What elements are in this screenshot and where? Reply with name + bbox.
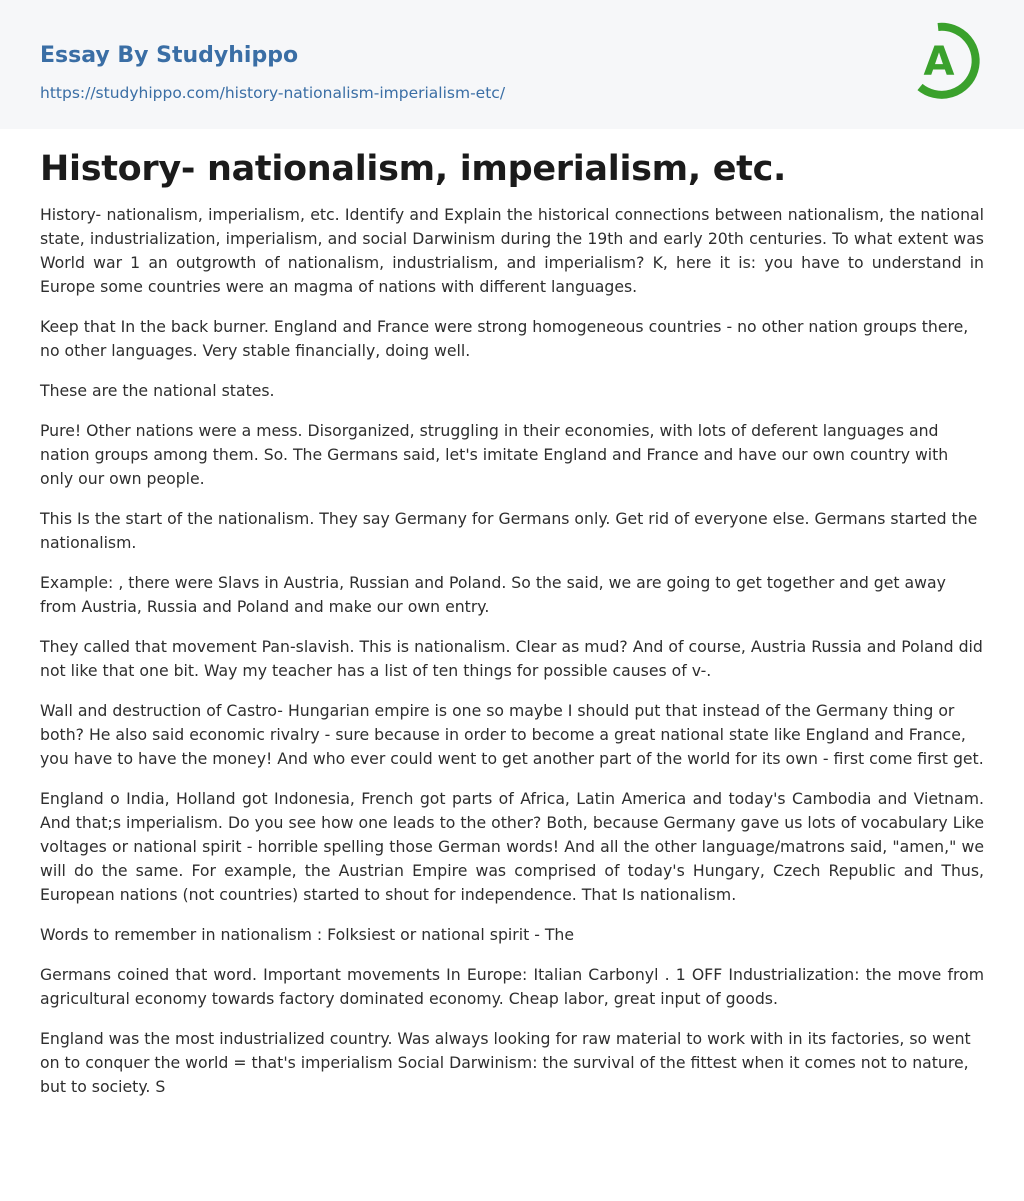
studyhippo-logo-icon[interactable] bbox=[914, 18, 986, 108]
essay-paragraph: England o India, Holland got Indonesia, French got parts of Africa, Latin America and today's Cambodia and Vietnam. And that;s imperialism. Do you see how one leads to the other? Both, because Germany gave us lots of vocabulary Like voltages or national spirit - horrible spelling those German words! And all the other language/matrons said, "amen," we will do the same. For example, the Austrian Empire was comprised of today's Hungary, Czech Republic and Thus, European nations (not countries) started to shout for independence. That Is nationalism. bbox=[40, 789, 984, 904]
essay-paragraph: History- nationalism, imperialism, etc. Identify and Explain the historical connections between nationalism, the national state, industrialization, imperialism, and social Darwinism during the 19th and early 20th centuries. To what extent was World war 1 an outgrowth of nationalism, industrialism, and imperialism? K, here it is: you have to understand in Europe some countries were an magma of nations with different languages. bbox=[40, 205, 984, 296]
logo-letter: A bbox=[923, 39, 955, 85]
essay-paragraph: They called that movement Pan-slavish. This is nationalism. Clear as mud? And of course, Austria Russia and Poland did not like that one bit. Way my teacher has a list of ten things for possible causes of v-. bbox=[40, 637, 983, 680]
essay-paragraph: These are the national states. bbox=[40, 381, 275, 400]
essay-paragraph: England was the most industrialized country. Was always looking for raw material to work with in its factories, so went on to conquer the world = that's imperialism Social Darwinism: the survival of the fittest when it comes not to nature, but to society. S bbox=[40, 1029, 971, 1096]
essay-paragraph: Pure! Other nations were a mess. Disorganized, struggling in their economies, with lots of deferent languages and nation groups among them. So. The Germans said, let's imitate England and France and have our own country with only our own people. bbox=[40, 421, 949, 488]
essay-paragraph: Words to remember in nationalism : Folksiest or national spirit - The bbox=[40, 925, 575, 944]
page-title: History- nationalism, imperialism, etc. bbox=[40, 149, 787, 189]
site-header bbox=[0, 0, 1024, 129]
essay-paragraph: Germans coined that word. Important movements In Europe: Italian Carbonyl . 1 OFF Industrialization: the move from agricultural economy towards factory dominated economy. Cheap labor, great input of goods. bbox=[40, 965, 984, 1008]
essay-paragraph: Wall and destruction of Castro- Hungarian empire is one so maybe I should put that instead of the Germany thing or both? He also said economic rivalry - sure because in order to become a great national state like England and France, you have to have the money! And who ever could went to get another part of the world for its own - first come first get. bbox=[40, 701, 984, 768]
essay-paragraph: This Is the start of the nationalism. They say Germany for Germans only. Get rid of everyone else. Germans started the nationalism. bbox=[40, 509, 978, 552]
brand-title[interactable]: Essay By Studyhippo bbox=[40, 43, 299, 68]
essay-url-link[interactable]: https://studyhippo.com/history-nationalism-imperialism-etc/ bbox=[40, 84, 506, 102]
essay-paragraph: Example: , there were Slavs in Austria, Russian and Poland. So the said, we are going to get together and get away from Austria, Russia and Poland and make our own entry. bbox=[40, 573, 946, 616]
essay-paragraph: Keep that In the back burner. England and France were strong homogeneous countries - no other nation groups there, no other languages. Very stable financially, doing well. bbox=[40, 317, 969, 360]
essay-content bbox=[0, 147, 1024, 1099]
